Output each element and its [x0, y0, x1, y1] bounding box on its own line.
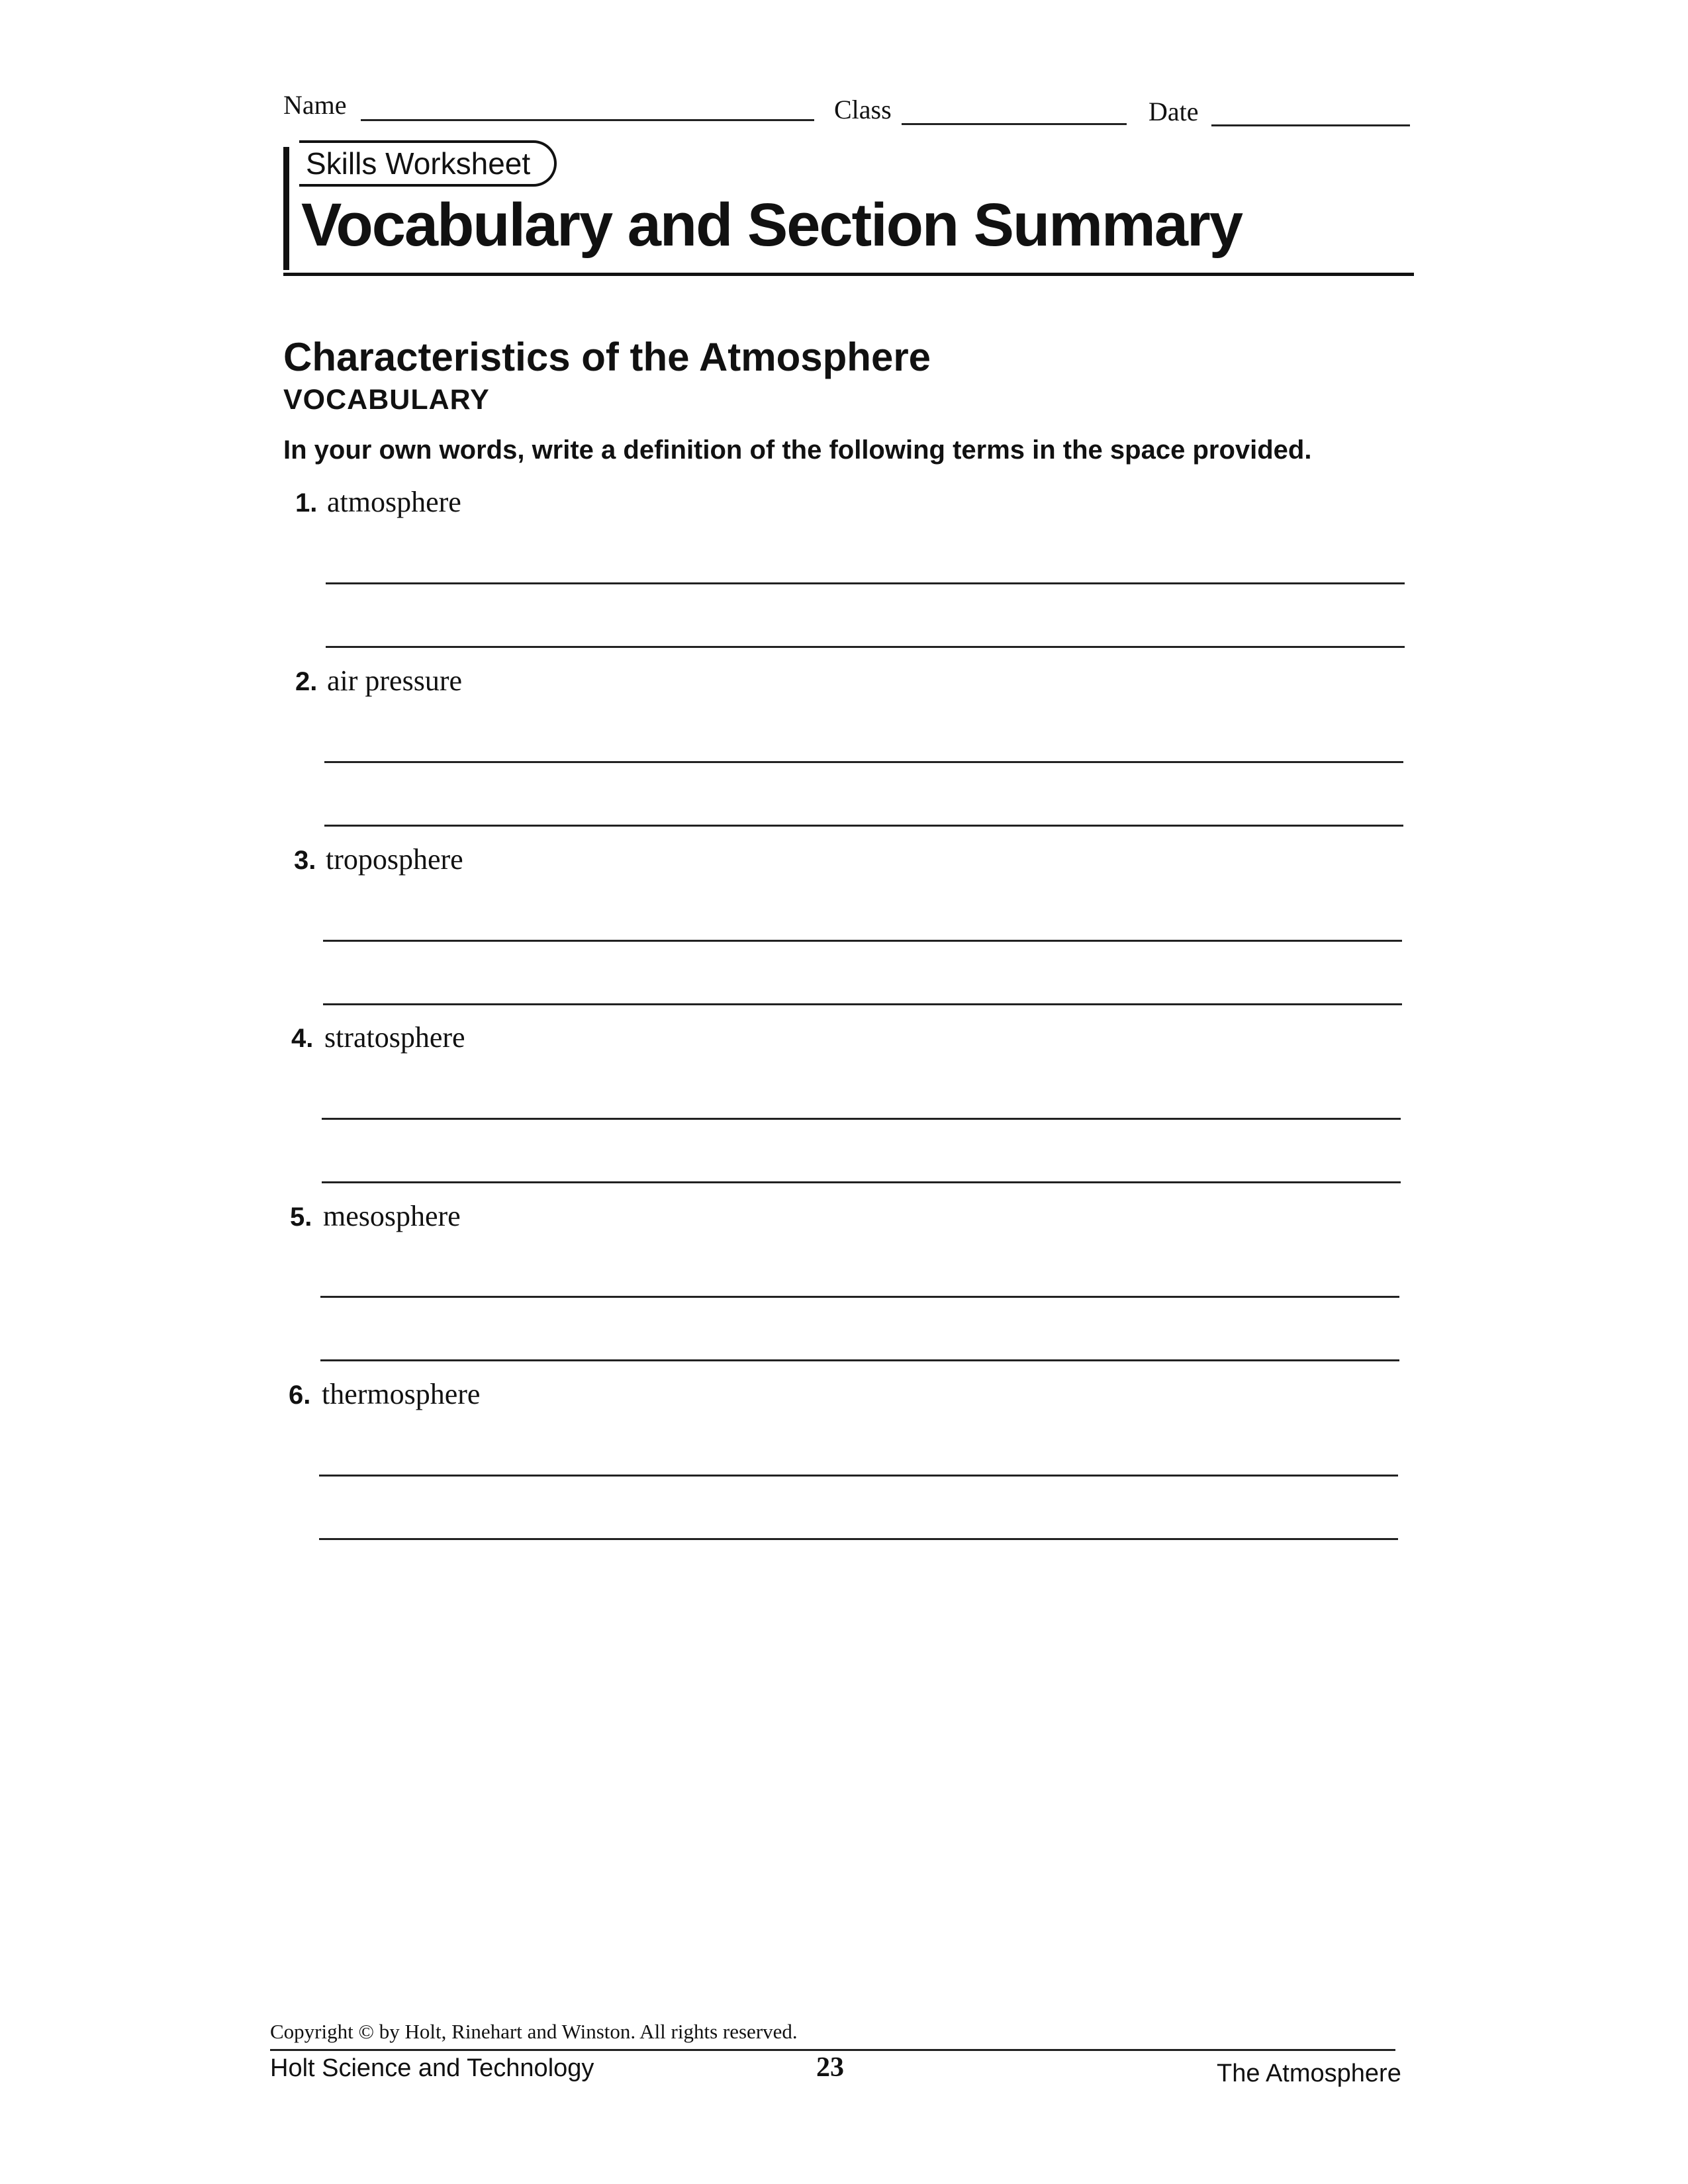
- term-label: troposphere: [326, 843, 463, 876]
- class-field[interactable]: [902, 123, 1127, 125]
- copyright-notice: Copyright © by Holt, Rinehart and Winston. All rights reserved.: [270, 2020, 798, 2043]
- name-field[interactable]: [361, 119, 814, 121]
- term-label: stratosphere: [324, 1021, 465, 1054]
- footer-rule: [270, 2049, 1395, 2051]
- worksheet-type-tab: Skills Worksheet: [299, 140, 557, 187]
- term-number: 2.: [295, 667, 318, 696]
- banner-bar: [283, 147, 289, 270]
- page-title: Vocabulary and Section Summary: [301, 191, 1242, 259]
- term-number: 3.: [294, 846, 316, 875]
- answer-line[interactable]: [323, 940, 1402, 942]
- answer-line[interactable]: [324, 761, 1403, 763]
- chapter-label: The Atmosphere: [1217, 2060, 1401, 2087]
- name-label: Name: [283, 90, 347, 120]
- answer-line[interactable]: [326, 582, 1405, 584]
- term-label: air pressure: [327, 664, 463, 697]
- section-heading: Characteristics of the Atmosphere: [283, 335, 931, 379]
- class-label: Class: [834, 95, 892, 124]
- answer-line[interactable]: [322, 1181, 1401, 1183]
- publisher-label: Holt Science and Technology: [270, 2054, 594, 2082]
- vocabulary-heading: VOCABULARY: [283, 384, 490, 416]
- answer-line[interactable]: [319, 1475, 1398, 1477]
- date-label: Date: [1149, 97, 1199, 126]
- term-label: mesosphere: [323, 1200, 461, 1232]
- term-number: 1.: [295, 488, 318, 518]
- answer-line[interactable]: [324, 825, 1403, 827]
- term-label: atmosphere: [327, 486, 461, 518]
- answer-line[interactable]: [320, 1359, 1399, 1361]
- term-number: 4.: [291, 1024, 314, 1053]
- title-rule: [283, 273, 1414, 276]
- page-number: 23: [816, 2052, 844, 2083]
- answer-line[interactable]: [323, 1003, 1402, 1005]
- term-number: 6.: [289, 1381, 311, 1410]
- instructions: In your own words, write a definition of the following terms in the space provided.: [283, 435, 1312, 465]
- term-number: 5.: [290, 1203, 312, 1232]
- answer-line[interactable]: [320, 1296, 1399, 1298]
- answer-line[interactable]: [326, 646, 1405, 648]
- term-label: thermosphere: [322, 1378, 481, 1410]
- answer-line[interactable]: [322, 1118, 1401, 1120]
- answer-line[interactable]: [319, 1538, 1398, 1540]
- date-field[interactable]: [1211, 124, 1410, 126]
